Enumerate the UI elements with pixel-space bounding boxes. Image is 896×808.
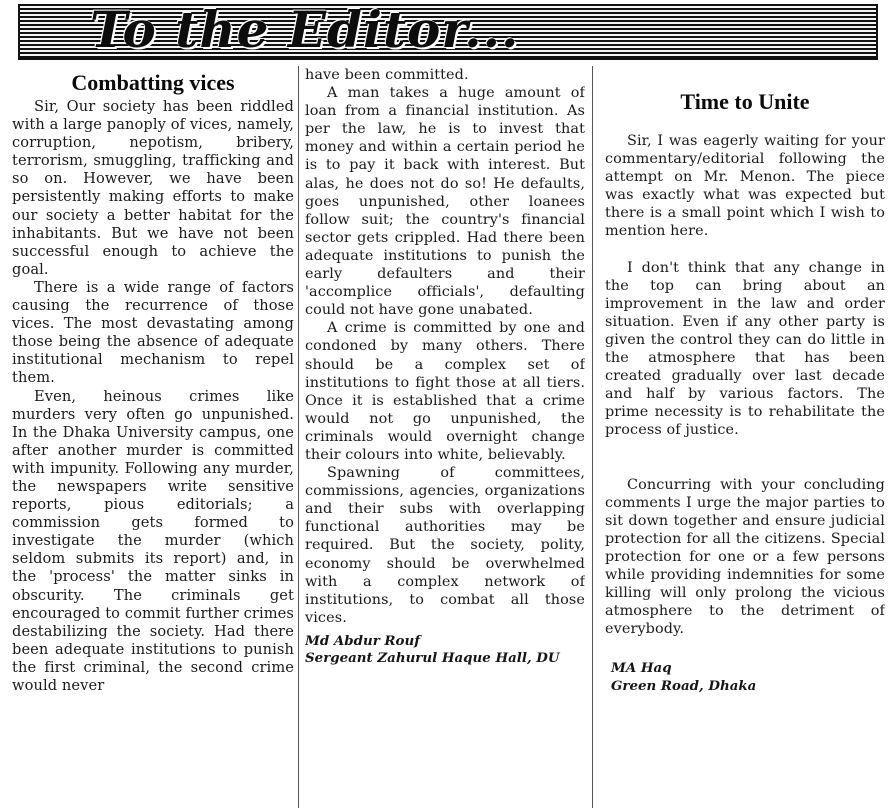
letter-paragraph: There is a wide range of factors causing the recurrence of those vices. The most devastating among those being the absence of adequate institutional mechanism to repel them.: [12, 278, 294, 387]
letter-headline: Combatting vices: [71, 70, 235, 95]
letter-paragraph: Sir, Our society has been riddled with a large panoply of vices, namely, corruption, nepotism, bribery, terrorism, smuggling, trafficking and so on. However, we have been persistently making efforts to make our society a better habitat for the inhabitants. But we have not been successful enough to achieve the goal.: [12, 98, 294, 278]
signature-name: Md Abdur Rouf: [305, 632, 420, 649]
signature-name: MA Haq: [611, 660, 672, 677]
letter-combatting-vices-column: [12, 66, 294, 808]
letter-paragraph: Sir, I was eagerly waiting for your commentary/editorial following the attempt on Mr. Menon. The piece was exactly what was expected but there is a small point which I wish to mention here.: [605, 133, 885, 240]
section-banner: [18, 4, 878, 60]
column-divider: [298, 66, 299, 808]
letter-signature: [305, 633, 585, 668]
letter-headline: Time to Unite: [680, 89, 810, 114]
column-divider: [592, 66, 593, 808]
letter-time-to-unite-column: [605, 66, 885, 808]
letter-combatting-vices-continued: [305, 66, 585, 808]
letter-paragraph: Concurring with your concluding comments I urge the major parties to sit down together and ensure judicial protection for all the citizens. Special protection for one or a few persons while providing indemnities for some killing will only prolong the vicious atmosphere to the detriment of everybody.: [605, 476, 885, 638]
section-title: To the Editor...: [90, 4, 520, 59]
letter-continuation: have been committed.: [305, 67, 469, 83]
letter-paragraph: Even, heinous crimes like murders very often go unpunished. In the Dhaka University campus, one after another murder is committed with impunity. Following any murder, the newspapers write sensitive reports, pious editorials; a commission gets formed to investigate the murder (which seldom submits its report) and, in the 'process' the matter sinks in obscurity. The criminals get encouraged to commit further crimes destabilizing the society. Had there been adequate institutions to punish the first criminal, the second crime would never: [12, 387, 294, 694]
letter-paragraph: A crime is committed by one and condoned by many others. There should be a complex set of institutions to fight those at all tiers. Once it is established that a crime would not go unpunished, the criminals would overnight change their colours into white, believably.: [305, 320, 585, 463]
letter-signature: [611, 660, 885, 695]
letter-paragraph: A man takes a huge amount of loan from a financial institution. As per the law, he is to invest that money and within a certain period he is to pay it back with interest. But alas, he does not do so! He defaults, goes unpunished, other loanees follow suit; the country's financial sector gets crippled. Had there been adequate institutions to punish the early defaulters and their 'accomplice officials', defaulting could not have gone unabated.: [305, 85, 585, 319]
letter-paragraph: Spawning of committees, commissions, agencies, organizations and their subs with overlapping functional authorities may be required. But the society, polity, economy should be overwhelmed with a complex network of institutions, to combat all those vices.: [305, 465, 585, 626]
signature-address: Sergeant Zahurul Haque Hall, DU: [305, 650, 560, 667]
letter-paragraph: I don't think that any change in the top can bring about an improvement in the law and order situation. Even if any other party is given the control they can do little in the atmosphere that has been created gradually over last decade and half by various factors. The prime necessity is to rehabilitate the process of justice.: [605, 259, 885, 439]
signature-address: Green Road, Dhaka: [611, 677, 757, 694]
